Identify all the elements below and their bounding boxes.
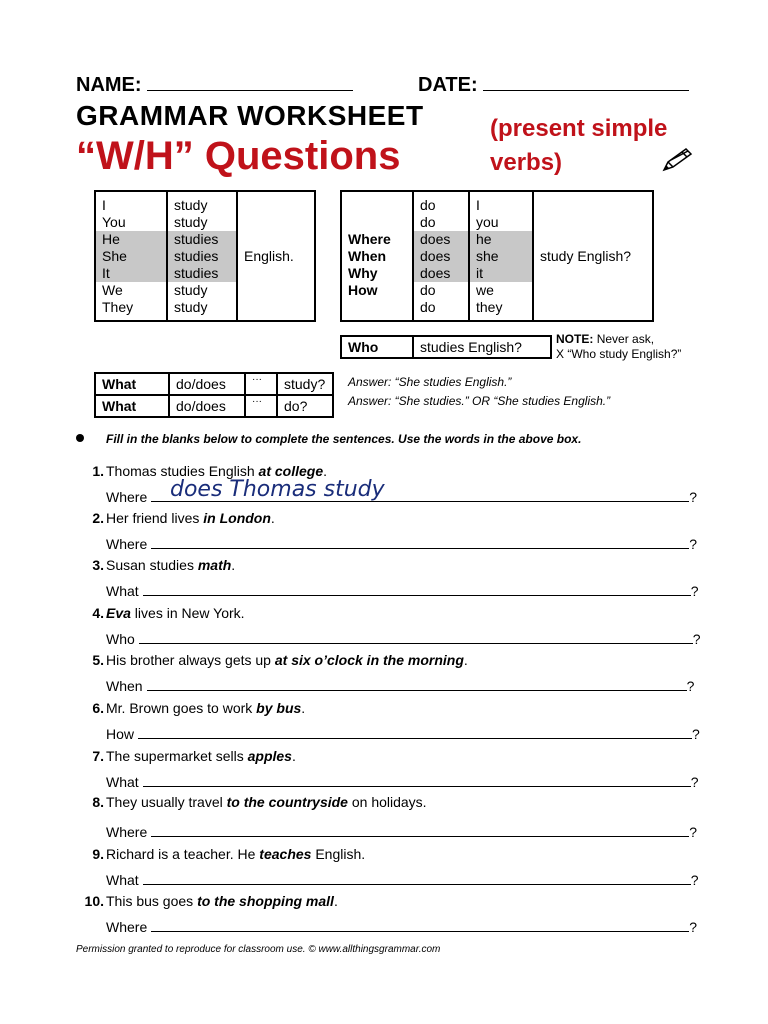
question-number: 5. <box>92 652 104 668</box>
question-pronoun-column: I you he she it we they <box>469 191 533 321</box>
name-blank[interactable] <box>147 75 353 91</box>
question-mark: ? <box>689 489 698 505</box>
answer-blank[interactable] <box>151 916 689 932</box>
what-aux-1: do/does <box>169 373 245 395</box>
question-sentence: This bus goes to the shopping mall. <box>106 893 338 909</box>
question-sentence: They usually travel to the countryside on holidays. <box>106 794 427 810</box>
what-end-1: study? <box>277 373 333 395</box>
answer-example-1: Answer: “She studies English.” <box>348 375 512 389</box>
answer-line[interactable] <box>106 580 698 599</box>
what-aux-2: do/does <box>169 395 245 417</box>
answer-blank[interactable] <box>151 821 689 837</box>
question-word: Where <box>106 919 148 935</box>
page-subtitle: “W/H” Questions <box>76 134 401 178</box>
pronoun-column: I You He She It We They <box>95 191 167 321</box>
answer-line[interactable] <box>106 675 694 694</box>
pencil-icon <box>660 146 694 174</box>
what-word-1: What <box>95 373 169 395</box>
answer-blank[interactable] <box>138 723 692 739</box>
date-label: DATE: <box>418 74 478 96</box>
name-label: NAME: <box>76 74 142 96</box>
answer-blank[interactable] <box>139 628 693 644</box>
note-line1: Never ask, <box>596 332 655 346</box>
question-number: 3. <box>92 557 104 573</box>
name-field[interactable] <box>76 74 353 97</box>
wh-column: Where When Why How <box>341 191 413 321</box>
question-sentence: The supermarket sells apples. <box>106 748 296 764</box>
question-word: How <box>106 726 135 742</box>
question-word: Where <box>106 824 148 840</box>
answer-blank[interactable] <box>143 580 691 596</box>
question-sentence: Susan studies math. <box>106 557 236 573</box>
answer-line[interactable] <box>106 916 697 935</box>
question-sentence: His brother always gets up at six o’clock in the morning. <box>106 652 468 668</box>
question-number: 8. <box>92 794 104 810</box>
answer-blank[interactable] <box>143 771 691 787</box>
note-label: NOTE: <box>556 332 594 346</box>
who-table <box>340 335 552 359</box>
answer-blank[interactable] <box>151 533 689 549</box>
what-dots-2: ··· <box>245 395 277 417</box>
footer: Permission granted to reproduce for classroom use. © www.allthingsgrammar.com <box>76 944 441 955</box>
question-word: What <box>106 872 139 888</box>
question-number: 6. <box>92 700 104 716</box>
who-word: Who <box>341 336 413 358</box>
question-mark: ? <box>686 678 695 694</box>
instruction: Fill in the blanks below to complete the sentences. Use the words in the above box. <box>106 432 582 446</box>
aux-column: do do does does does do do <box>413 191 469 321</box>
answer-line[interactable] <box>106 628 701 647</box>
date-blank[interactable] <box>483 75 689 91</box>
question-number: 1. <box>92 463 104 479</box>
question-sentence: Eva lives in New York. <box>106 605 245 621</box>
question-word: What <box>106 774 139 790</box>
question-number: 9. <box>92 846 104 862</box>
answer-line[interactable] <box>106 771 698 790</box>
question-mark: ? <box>692 631 701 647</box>
question-word: Where <box>106 489 148 505</box>
question-mark: ? <box>689 919 698 935</box>
what-table <box>94 372 334 418</box>
what-dots-1: ··· <box>245 373 277 395</box>
question-sentence: Her friend lives in London. <box>106 510 275 526</box>
subject-verb-table <box>94 190 316 322</box>
question-rest-cell: study English? <box>533 191 653 321</box>
question-mark: ? <box>689 824 698 840</box>
question-mark: ? <box>690 583 699 599</box>
question-number: 10. <box>84 893 104 909</box>
question-word: What <box>106 583 139 599</box>
handwritten-answer: does Thomas study <box>170 477 385 502</box>
question-number: 7. <box>92 748 104 764</box>
note <box>556 332 681 362</box>
answer-line[interactable] <box>106 723 700 742</box>
object-cell: English. <box>237 191 315 321</box>
question-word: Where <box>106 536 148 552</box>
question-mark: ? <box>690 872 699 888</box>
verb-column: study study studies studies studies study study <box>167 191 237 321</box>
who-rest: studies English? <box>413 336 551 358</box>
what-end-2: do? <box>277 395 333 417</box>
topic-label: (present simple verbs) <box>490 115 668 176</box>
question-mark: ? <box>689 536 698 552</box>
question-number: 2. <box>92 510 104 526</box>
answer-line[interactable] <box>106 533 697 552</box>
bullet-icon <box>76 434 84 442</box>
answer-line[interactable] <box>106 869 698 888</box>
question-table <box>340 190 654 322</box>
answer-blank[interactable] <box>143 869 691 885</box>
answer-blank[interactable] <box>147 675 687 691</box>
what-word-2: What <box>95 395 169 417</box>
answer-example-2: Answer: “She studies.” OR “She studies English.” <box>348 394 611 408</box>
question-sentence: Thomas studies English at college. <box>106 463 328 479</box>
question-word: When <box>106 678 143 694</box>
question-mark: ? <box>692 726 700 742</box>
question-number: 4. <box>92 605 104 621</box>
question-word: Who <box>106 631 135 647</box>
question-sentence: Mr. Brown goes to work by bus. <box>106 700 306 716</box>
answer-line[interactable] <box>106 821 697 840</box>
note-line2: X “Who study English?” <box>556 347 682 361</box>
page-title: GRAMMAR WORKSHEET <box>76 100 424 131</box>
date-field[interactable] <box>418 74 689 97</box>
question-sentence: Richard is a teacher. He teaches English. <box>106 846 366 862</box>
question-mark: ? <box>690 774 699 790</box>
